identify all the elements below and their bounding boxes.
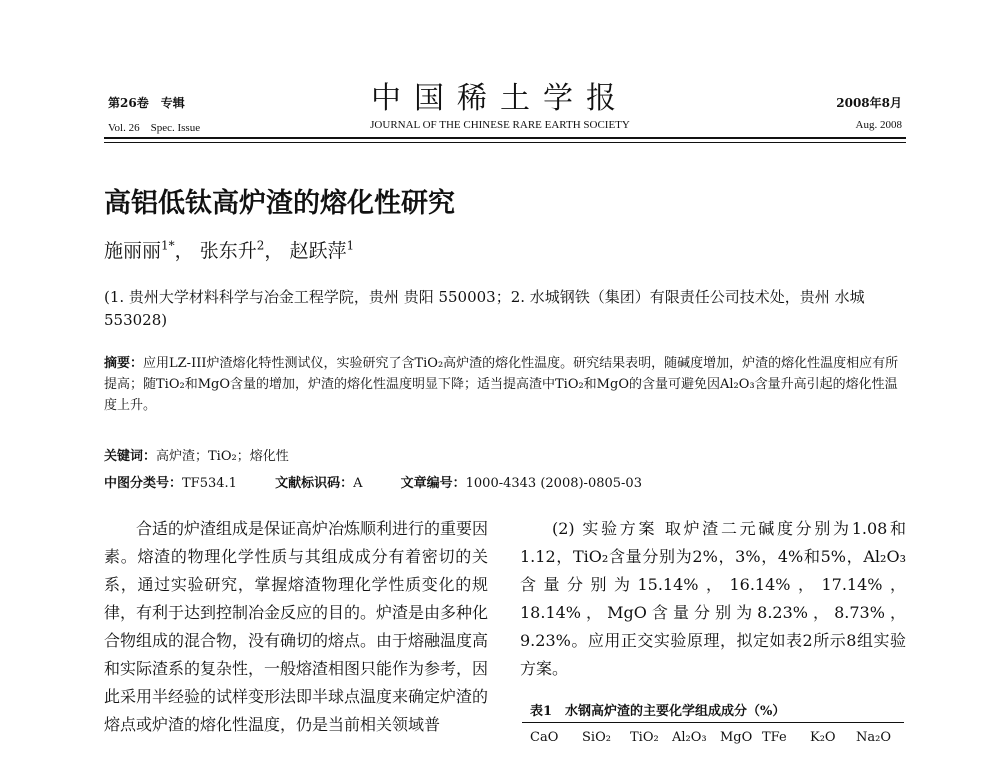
keywords-label: 关键词： xyxy=(104,449,157,464)
table-header-cell: K₂O xyxy=(810,730,836,745)
keywords-text: 高炉渣；TiO₂；熔化性 xyxy=(156,449,289,464)
header-volume-cn: 第26卷 专辑 xyxy=(108,96,185,110)
affiliation: (1. 贵州大学材料科学与冶金工程学院，贵州 贵阳 550003；2. 水城钢铁（集团）有限责任公司技术处，贵州 水城 553028) xyxy=(104,288,865,329)
body-paragraph: 合适的炉渣组成是保证高炉冶炼顺利进行的重要因素。熔渣的物理化学性质与其组成成分有着密切的关系，通过实验研究，掌握熔渣物理化学性质变化的规律，有利于达到控制冶金反应的目的。炉渣是由多种化合物组成的混合物，没有确切的熔点。由于熔融温度高和实际渣系的复杂性，一般熔渣相图只能作为参考，因此采用半经验的试样变形法即半球点温度来确定炉渣的熔点或炉渣的熔化性温度，仍是当前相关领域普 xyxy=(104,519,489,734)
body-paragraph: (2) 实验方案 取炉渣二元碱度分别为1.08和1.12，TiO₂含量分别为2%，3%，4%和5%，Al₂O₃含量分别为15.14%，16.14%，17.14%，18.14%，MgO含量分别为8.23%，8.73%，9.23%。应用正交实验原理，拟定如表2所示8组实验方案。 xyxy=(520,519,906,678)
author-name: 赵跃萍 xyxy=(289,240,347,262)
table-header-cell: Na₂O xyxy=(856,730,891,745)
article-title: 高铝低钛高炉渣的熔化性研究 xyxy=(104,188,455,219)
table-caption: 表1 水钢高炉渣的主要化学组成成分（%） xyxy=(530,704,786,719)
abstract-text: 应用LZ-III炉渣熔化特性测试仪，实验研究了含TiO₂高炉渣的熔化性温度。研究结果表明，随碱度增加，炉渣的熔化性温度相应有所提高；随TiO₂和MgO含量的增加，炉渣的熔化性温度明显下降；适当提高渣中TiO₂和MgO的含量可避免因Al₂O₃含量升高引起的熔化性温度上升。 xyxy=(104,356,899,413)
author-name: 施丽丽 xyxy=(104,240,162,262)
table-header-cell: SiO₂ xyxy=(582,730,611,745)
table-top-rule xyxy=(522,722,904,723)
table-header-cell: MgO xyxy=(720,730,753,745)
body-column-right xyxy=(520,515,906,683)
header-rule-thin xyxy=(104,142,906,143)
table-header-cell: TiO₂ xyxy=(630,730,659,745)
article-number-label: 文章编号： xyxy=(400,476,466,491)
body-column-left xyxy=(104,515,488,739)
author-affil-mark: 2 xyxy=(256,238,265,253)
classification-line xyxy=(104,472,676,491)
author-list xyxy=(104,236,354,263)
header-volume-en: Vol. 26 Spec. Issue xyxy=(108,122,201,134)
author-separator: ， xyxy=(264,240,284,262)
table-header-cell: Al₂O₃ xyxy=(672,730,707,745)
journal-title-cn: 中国稀土学报 xyxy=(371,81,629,116)
author-name: 张东升 xyxy=(199,240,257,262)
abstract xyxy=(104,353,904,416)
header-rule-thick xyxy=(104,137,906,139)
header-date-cn: 2008年8月 xyxy=(836,96,902,110)
author-affil-mark: 1 xyxy=(346,238,355,253)
doc-code-label: 文献标识码： xyxy=(275,476,354,491)
author-separator: ， xyxy=(174,240,194,262)
header-date-en: Aug. 2008 xyxy=(855,119,902,131)
abstract-label: 摘要： xyxy=(104,356,144,371)
journal-title-en: JOURNAL OF THE CHINESE RARE EARTH SOCIETY xyxy=(370,119,630,131)
article-number-value: 1000-4343 (2008)-0805-03 xyxy=(465,476,642,491)
clc-value: TF534.1 xyxy=(182,476,237,491)
author-affil-mark: 1* xyxy=(161,238,175,253)
table-header-cell: CaO xyxy=(530,730,559,745)
table-header-row xyxy=(522,730,904,750)
table-header-cell: TFe xyxy=(762,730,787,745)
keywords xyxy=(104,445,289,464)
doc-code-value: A xyxy=(353,476,363,491)
clc-label: 中图分类号： xyxy=(104,476,183,491)
